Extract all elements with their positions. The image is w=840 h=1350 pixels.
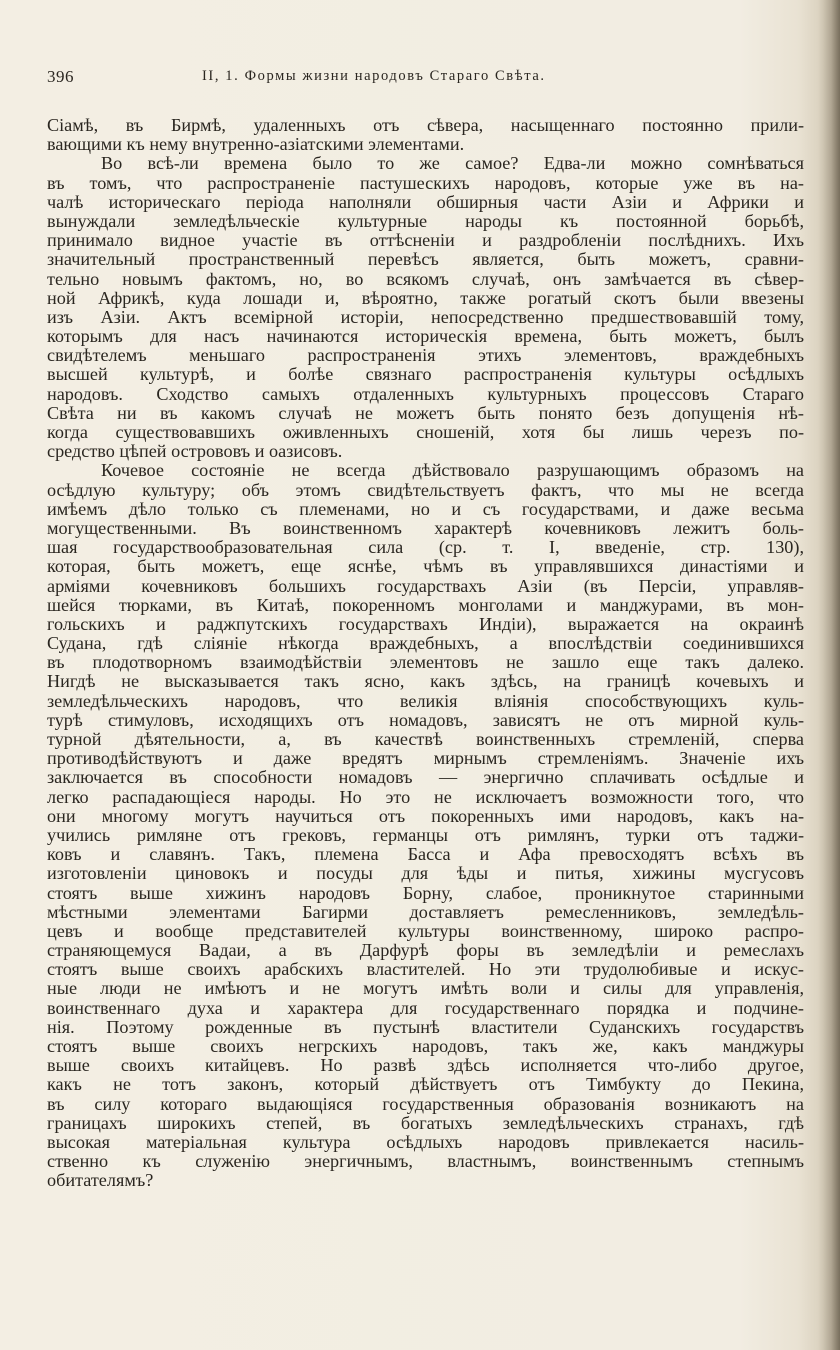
text-line: гольскихъ и раджпутскихъ государствахъ Индіи), выражается на окраинѣ xyxy=(47,613,804,634)
text-line: границахъ широкихъ степей, въ богатыхъ земледѣльческихъ странахъ, гдѣ xyxy=(47,1112,804,1133)
text-line: стоятъ выше своихъ негрскихъ народовъ, такъ же, какъ манджуры xyxy=(47,1036,804,1056)
text-line: въ силу котораго выдающіяся государственныя образованія возникаютъ на xyxy=(47,1093,804,1114)
text-line: цевъ и вообще представителей культуры воинственному, широко распро- xyxy=(47,920,804,941)
text-line: выше своихъ китайцевъ. Но развѣ здѣсь исполняется что-либо другое, xyxy=(47,1055,804,1076)
text-line: какъ не тотъ законъ, который дѣйствуетъ отъ Тимбукту до Пекина, xyxy=(47,1074,804,1095)
page-number: 396 xyxy=(47,67,74,86)
text-line: ковъ и славянъ. Такъ, племена Басса и Афа превосходятъ всѣхъ въ xyxy=(47,844,804,865)
text-line: изъ Азіи. Актъ всемірной исторіи, непосредственно предшествовавшій тому, xyxy=(47,306,804,327)
text-line: народовъ. Сходство самыхъ отдаленныхъ культурныхъ процессовъ Стараго xyxy=(47,383,804,404)
text-line: могущественными. Въ воинственномъ характерѣ кочевниковъ лежитъ боль- xyxy=(47,517,804,538)
text-line: вающими къ нему внутренно-азіатскими элементами. xyxy=(47,134,465,155)
text-line: высокая матеріальная культура осѣдлыхъ народовъ привлекается насиль- xyxy=(47,1131,804,1152)
text-line: арміями кочевниковъ большихъ государствахъ Азіи (въ Персіи, управляв- xyxy=(47,575,804,596)
text-line: вынуждали земледѣльческіе культурные народы къ постоянной борьбѣ, xyxy=(47,210,804,231)
text-line: высшей культурѣ, и болѣе связнаго распространенія культуры осѣдлыхъ xyxy=(47,364,804,385)
text-line: страняющемуся Вадаи, а въ Дарфурѣ форы въ земледѣліи и ремеслахъ xyxy=(47,940,804,961)
text-line: ные люди не имѣютъ и не могутъ имѣть воли и силы для управленія, xyxy=(47,978,804,999)
text-line: которымъ для насъ начинаются историческія времена, быть можетъ, былъ xyxy=(47,326,804,347)
text-line: имѣемъ дѣло только съ племенами, но и съ государствами, и даже весьма xyxy=(47,498,804,519)
page-header xyxy=(47,67,804,91)
text-line: стоятъ выше хижинъ народовъ Борну, слабое, проникнутое старинными xyxy=(47,882,804,903)
text-line: принимало видное участіе въ оттѣсненіи и раздробленіи послѣднихъ. Ихъ xyxy=(47,230,804,251)
text-line: ственно къ служенію энергичнымъ, властнымъ, воинственнымъ степнымъ xyxy=(47,1151,804,1172)
text-line: Кочевое состояніе не всегда дѣйствовало разрушающимъ образомъ на xyxy=(101,460,804,481)
text-line: обитателямъ? xyxy=(47,1170,154,1191)
text-line: которая, быть можетъ, еще яснѣе, чѣмъ въ управлявшихся династіями и xyxy=(47,556,804,577)
text-line: средство цѣпей острововъ и оазисовъ. xyxy=(47,441,343,462)
body-text xyxy=(47,116,804,1191)
text-line: мѣстными элементами Багирми доставляетъ ремесленниковъ, земледѣль- xyxy=(47,901,804,922)
text-line: Свѣта ни въ какомъ случаѣ не можетъ быть понято безъ допущенія нѣ- xyxy=(47,402,804,423)
text-line: тельно новымъ фактомъ, но, во всякомъ случаѣ, онъ замѣчается въ сѣвер- xyxy=(47,268,804,289)
text-line: Судана, гдѣ сліяніе нѣкогда враждебныхъ, а впослѣдствіи соединившихся xyxy=(47,633,804,654)
text-line: въ томъ, что распространеніе пастушескихъ народовъ, которые уже въ на- xyxy=(47,172,804,193)
text-line: учились римляне отъ грековъ, германцы отъ римлянъ, турки отъ таджи- xyxy=(47,824,804,845)
text-line: Нигдѣ не высказывается такъ ясно, какъ здѣсь, на границѣ кочевыхъ и xyxy=(47,671,804,692)
text-line: чалѣ историческаго періода наполняли обширныя части Азіи и Африки и xyxy=(47,191,804,212)
text-line: легко распадающіеся народы. Но это не исключаетъ возможности того, что xyxy=(47,786,804,807)
text-line: осѣдлую культуру; объ этомъ свидѣтельствуетъ фактъ, что мы не всегда xyxy=(47,479,804,500)
text-line: ной Африкѣ, куда лошади и, вѣроятно, также рогатый скотъ были ввезены xyxy=(47,287,804,308)
text-line: нія. Поэтому рожденные въ пустынѣ властители Суданскихъ государствъ xyxy=(47,1016,804,1037)
text-line: Сіамѣ, въ Бирмѣ, удаленныхъ отъ сѣвера, насыщеннаго постоянно прили- xyxy=(47,115,804,135)
text-line: въ плодотворномъ взаимодѣйствіи элементовъ не зашло еще такъ далеко. xyxy=(47,652,804,673)
text-line: они многому могутъ научиться отъ покоренныхъ ими народовъ, какъ на- xyxy=(47,805,804,826)
text-line: противодѣйствуютъ и даже вредятъ мирнымъ стремленіямъ. Значеніе ихъ xyxy=(47,748,804,769)
text-line: земледѣльческихъ народовъ, что великія вліянія способствующихъ куль- xyxy=(47,690,804,711)
page-edge-shadow xyxy=(818,0,840,1350)
text-line: свидѣтелемъ меньшаго распространенія этихъ элементовъ, враждебныхъ xyxy=(47,345,804,366)
text-line: воинственнаго духа и характера для государственнаго порядка и подчине- xyxy=(47,997,804,1018)
text-line: изготовленіи циновокъ и посуды для ѣды и питья, хижины мусгусовъ xyxy=(47,863,804,884)
running-head: II, 1. Формы жизни народовъ Стараго Свѣта. xyxy=(202,68,546,84)
text-line: заключается въ способности номадовъ — энергично сплачивать осѣдлые и xyxy=(47,767,804,788)
text-line: шейся тюрками, въ Китаѣ, покоренномъ монголами и манджурами, въ мон- xyxy=(47,594,804,615)
text-line: турѣ стимуловъ, исходящихъ отъ номадовъ, зависятъ не отъ мирной куль- xyxy=(47,709,804,730)
text-line: стоятъ выше своихъ арабскихъ властителей. Но эти трудолюбивые и искус- xyxy=(47,959,804,980)
text-line: когда существовавшихъ оживленныхъ сношеній, хотя бы лишь черезъ по- xyxy=(47,422,804,442)
text-line: турной дѣятельности, а, въ качествѣ воинственныхъ стремленій, сперва xyxy=(47,729,804,749)
text-line: Во всѣ-ли времена было то же самое? Едва-ли можно сомнѣваться xyxy=(101,153,804,174)
text-line: значительный пространственный перевѣсъ является, быть можетъ, сравни- xyxy=(47,249,804,270)
text-line: шая государствообразовательная сила (ср. т. I, введеніе, стр. 130), xyxy=(47,537,804,558)
